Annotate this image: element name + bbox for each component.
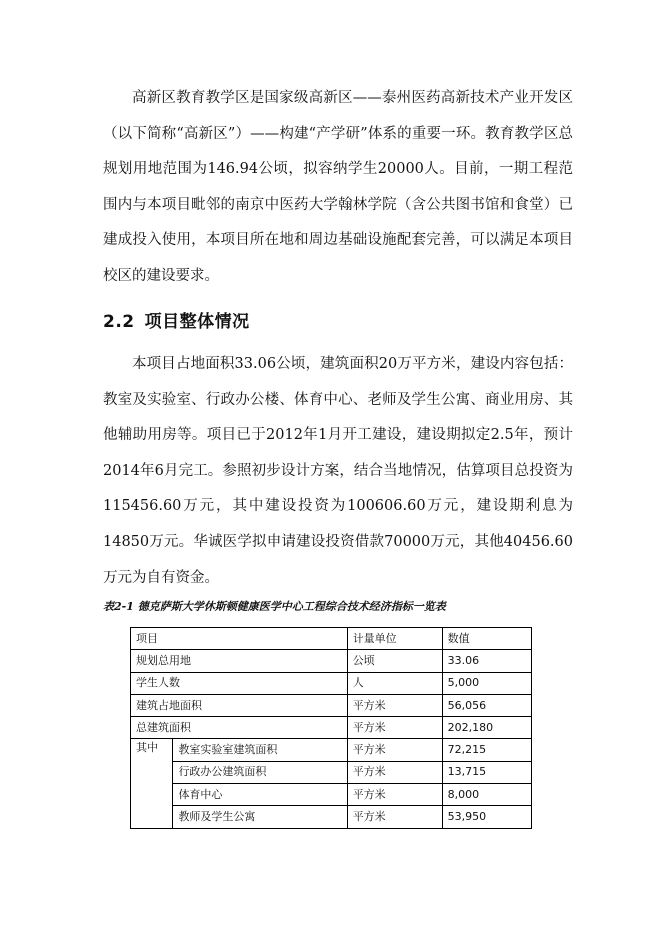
subrow-unit: 平方米: [347, 784, 442, 806]
row-item: 总建筑面积: [131, 717, 348, 739]
row-value: 5,000: [442, 672, 531, 694]
table-subrow: [131, 784, 532, 806]
intro-paragraph: 高新区教育教学区是国家级高新区——泰州医药高新技术产业开发区（以下简称“高新区”）——构建“产学研”体系的重要一环。教育教学区总规划用地范围为146.94公顷，拟容纳学生20000人。目前，一期工程范围内与本项目毗邻的南京中医药大学翰林学院（含公共图书馆和食堂）已建成投入使用，本项目所在地和周边基础设施配套完善，可以满足本项目校区的建设要求。: [103, 90, 573, 284]
table-subrow: [131, 739, 532, 761]
section-heading: [103, 307, 250, 332]
header-item: 项目: [131, 628, 348, 650]
subrow-unit: 平方米: [347, 806, 442, 828]
section-title: 项目整体情况: [144, 312, 250, 332]
row-unit: 平方米: [347, 694, 442, 716]
table-subrow: [131, 806, 532, 828]
subrow-item: 教师及学生公寓: [173, 806, 347, 828]
header-unit: 计量单位: [347, 628, 442, 650]
table-header-row: [131, 628, 532, 650]
row-unit: 人: [347, 672, 442, 694]
row-unit: 平方米: [347, 717, 442, 739]
subrow-item: 体育中心: [173, 784, 347, 806]
table-row: [131, 717, 532, 739]
header-value: 数值: [442, 628, 531, 650]
subrow-value: 13,715: [442, 761, 531, 783]
row-value: 56,056: [442, 694, 531, 716]
group-label: 其中: [131, 739, 173, 828]
row-item: 规划总用地: [131, 650, 348, 672]
subrow-value: 72,215: [442, 739, 531, 761]
row-item: 建筑占地面积: [131, 694, 348, 716]
table-subrow: [131, 761, 532, 783]
subrow-value: 53,950: [442, 806, 531, 828]
row-unit: 公顷: [347, 650, 442, 672]
row-item: 学生人数: [131, 672, 348, 694]
subrow-unit: 平方米: [347, 739, 442, 761]
subrow-item: 教室实验室建筑面积: [173, 739, 347, 761]
table-row: [131, 672, 532, 694]
row-value: 33.06: [442, 650, 531, 672]
table-row: [131, 650, 532, 672]
subrow-unit: 平方米: [347, 761, 442, 783]
table-row: [131, 694, 532, 716]
overview-paragraph: 本项目占地面积33.06公顷，建筑面积20万平方米，建设内容包括：教室及实验室、行政办公楼、体育中心、老师及学生公寓、商业用房、其他辅助用房等。项目已于2012年1月开工建设，建设期拟定2.5年，预计2014年6月完工。参照初步设计方案，结合当地情况，估算项目总投资为115456.60万元，其中建设投资为100606.60万元，建设期利息为14850万元。华诚医学拟申请建设投资借款70000万元，其他40456.60万元为自有资金。: [103, 356, 573, 586]
subrow-item: 行政办公建筑面积: [173, 761, 347, 783]
row-value: 202,180: [442, 717, 531, 739]
table-caption: 表2-1 德克萨斯大学休斯顿健康医学中心工程综合技术经济指标一览表: [103, 600, 446, 613]
subrow-value: 8,000: [442, 784, 531, 806]
indicators-table: [130, 627, 532, 829]
section-number: 2.2: [103, 312, 135, 332]
